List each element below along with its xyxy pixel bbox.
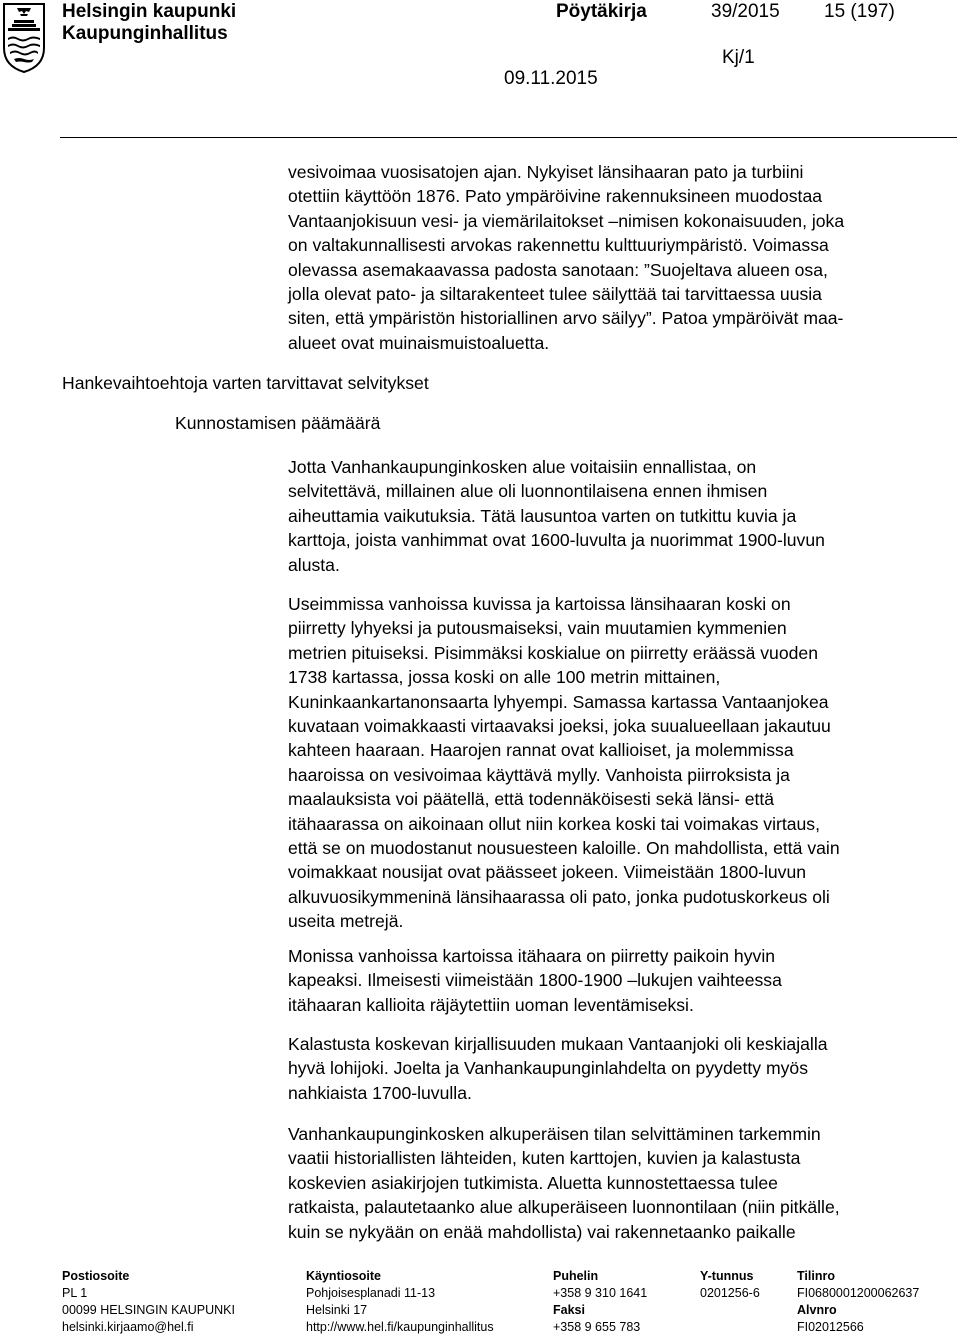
text-line: karttoja, joista vanhimmat ovat 1600-luvulta ja nuorimmat 1900-luvun: [288, 530, 825, 551]
helsinki-coat-of-arms-icon: [2, 2, 46, 74]
footer-postal-box: PL 1: [62, 1286, 88, 1300]
body-paragraph: [288, 944, 958, 1017]
text-line: Vanhankaupunginkosken alkuperäisen tilan selvittäminen tarkemmin: [288, 1124, 821, 1144]
text-line: hyvä lohijoki. Joelta ja Vanhankaupunginlahdelta on pyydetty myös: [288, 1058, 809, 1079]
footer-label: Faksi: [553, 1303, 585, 1317]
footer-alvnro: FI02012566: [797, 1320, 864, 1334]
footer-website-link[interactable]: http://www.hel.fi/kaupunginhallitus: [306, 1320, 494, 1334]
text-line: voimakkaat nousijat ovat päässeet jokeen. Viimeistään 1800-luvun: [288, 862, 807, 883]
footer-fax: +358 9 655 783: [553, 1320, 641, 1334]
text-line: Kuninkaankartanonsaarta lyhyempi. Samassa kartassa Vantaanjokea: [288, 691, 829, 712]
text-line: 1738 kartassa, jossa koski on alle 100 metrin mittainen,: [288, 667, 721, 688]
text-line: useita metrejä.: [288, 911, 404, 932]
footer-postal-city: 00099 HELSINGIN KAUPUNKI: [62, 1303, 235, 1317]
text-line: koskevien asiakirjojen tutkimista. Aluetta kunnostettaessa tulee: [288, 1172, 778, 1193]
text-line: piirretty lyhyeksi ja putousmaiseksi, vain muutamien kymmenien: [288, 618, 787, 639]
footer-label: Käyntiosoite: [306, 1269, 382, 1283]
body-paragraph: [288, 1032, 958, 1105]
footer-account-column: [797, 1268, 919, 1336]
document-type: Pöytäkirja: [556, 1, 647, 22]
text-line: alueet ovat muinaismuistoaluetta.: [288, 332, 550, 353]
text-line: nahkiaista 1700-luvulla.: [288, 1082, 472, 1103]
text-line: jolla olevat pato- ja siltarakenteet tulee säilyttää tai tarvittaessa uusia: [288, 284, 822, 305]
text-line: että se on muodostanut nousuesteen kaloille. On mahdollista, että vain: [288, 838, 840, 859]
text-line: haaroissa on vesivoimaa käyttävä mylly. Vanhoista piirroksista ja: [288, 764, 790, 785]
text-line: aiheuttamia vaikutuksia. Tätä lausuntoa varten on tutkittu kuvia ja: [288, 505, 797, 526]
text-line: kuin se nykyään on enää mahdollista) vai rakennetaanko paikalle: [288, 1221, 796, 1242]
text-line: Jotta Vanhankaupunginkosken alue voitaisiin ennallistaa, on: [288, 457, 757, 477]
text-line: ratkaista, palautetaanko alue alkuperäiseen luonnontilaan (niin pitkälle,: [288, 1197, 840, 1218]
footer-label: Tilinro: [797, 1269, 835, 1283]
footer-ytunnus: 0201256-6: [700, 1286, 760, 1300]
text-line: Useimmissa vanhoissa kuvissa ja kartoissa länsihaaran koski on: [288, 594, 791, 614]
footer-label: Y-tunnus: [700, 1269, 754, 1283]
footer-ytunnus-column: [700, 1268, 760, 1302]
text-line: itähaarassa on aikoinaan ollut niin korkea koski tai voimakas virtaus,: [288, 813, 820, 834]
text-line: Monissa vanhoissa kartoissa itähaara on piirretty paikoin hyvin: [288, 946, 776, 966]
footer-postal-column: [62, 1268, 235, 1336]
footer-visit-city: Helsinki 17: [306, 1303, 368, 1317]
text-line: Vantaanjokisuun vesi- ja viemärilaitokset –nimisen kokonaisuuden, joka: [288, 210, 845, 231]
body-paragraph: [288, 455, 958, 577]
text-line: on valtakunnallisesti arvokas rakennettu kulttuuriympäristö. Voimassa: [288, 235, 829, 256]
text-line: maalauksista voi päätellä, että todennäköisesti sekä länsi- että: [288, 789, 775, 810]
body-paragraph: [288, 160, 958, 355]
text-line: alkuvuosikymmeninä länsihaarassa oli pato, jonka pudotuskorkeus oli: [288, 886, 830, 907]
text-line: metrien pituiseksi. Pisimmäksi koskialue on piirretty eräässä vuoden: [288, 642, 818, 663]
footer-phone: +358 9 310 1641: [553, 1286, 648, 1300]
footer-visit-column: [306, 1268, 494, 1336]
text-line: itähaaran kallioita räjäytettiin uoman leventämiseksi.: [288, 994, 694, 1015]
text-line: vaatii historiallisten lähteiden, kuten karttojen, kuvien ja kalastusta: [288, 1148, 801, 1169]
footer-visit-street: Pohjoisesplanadi 11-13: [306, 1286, 436, 1300]
agenda-code: Kj/1: [722, 47, 755, 68]
footer-tilinro: FI0680001200062637: [797, 1286, 920, 1300]
text-line: Kalastusta koskevan kirjallisuuden mukaan Vantaanjoki oli keskiajalla: [288, 1034, 828, 1054]
footer-phone-column: [553, 1268, 647, 1336]
footer-email-link[interactable]: helsinki.kirjaamo@hel.fi: [62, 1320, 194, 1334]
page-number: 15 (197): [824, 1, 895, 22]
footer-label: Alvnro: [797, 1303, 837, 1317]
footer-label: Puhelin: [553, 1269, 599, 1283]
organization-unit: Kaupunginhallitus: [62, 23, 228, 44]
footer-label: Postiosoite: [62, 1269, 130, 1283]
text-line: alusta.: [288, 554, 340, 575]
organization-name: Helsingin kaupunki: [62, 1, 237, 22]
text-line: kuvataan voimakkaasti virtaavaksi joeksi, joka suualueellaan jakautuu: [288, 716, 831, 737]
header-divider: [60, 137, 957, 138]
text-line: otettiin käyttöön 1876. Pato ympäröivine rakennuksineen muodostaa: [288, 186, 823, 207]
text-line: vesivoimaa vuosisatojen ajan. Nykyiset länsihaaran pato ja turbiini: [288, 162, 804, 182]
section-heading: Hankevaihtoehtoja varten tarvittavat selvitykset: [62, 373, 429, 393]
text-line: kapeaksi. Ilmeisesti viimeistään 1800-1900 –lukujen vaihteessa: [288, 970, 782, 991]
text-line: olevassa asemakaavassa padosta sanotaan: ”Suojeltava alueen osa,: [288, 259, 828, 280]
subsection-heading: Kunnostamisen päämäärä: [175, 413, 381, 433]
body-paragraph: [288, 592, 958, 934]
text-line: selvitettävä, millainen alue oli luonnontilaisena ennen ihmisen: [288, 481, 768, 502]
text-line: kahteen haaraan. Haarojen rannat ovat kallioiset, ja molemmissa: [288, 740, 794, 761]
text-line: siten, että ympäristön historiallinen arvo säilyy”. Patoa ympäröivät maa-: [288, 308, 844, 329]
document-number: 39/2015: [711, 1, 780, 22]
body-paragraph: [288, 1122, 958, 1244]
meeting-date: 09.11.2015: [504, 68, 598, 89]
